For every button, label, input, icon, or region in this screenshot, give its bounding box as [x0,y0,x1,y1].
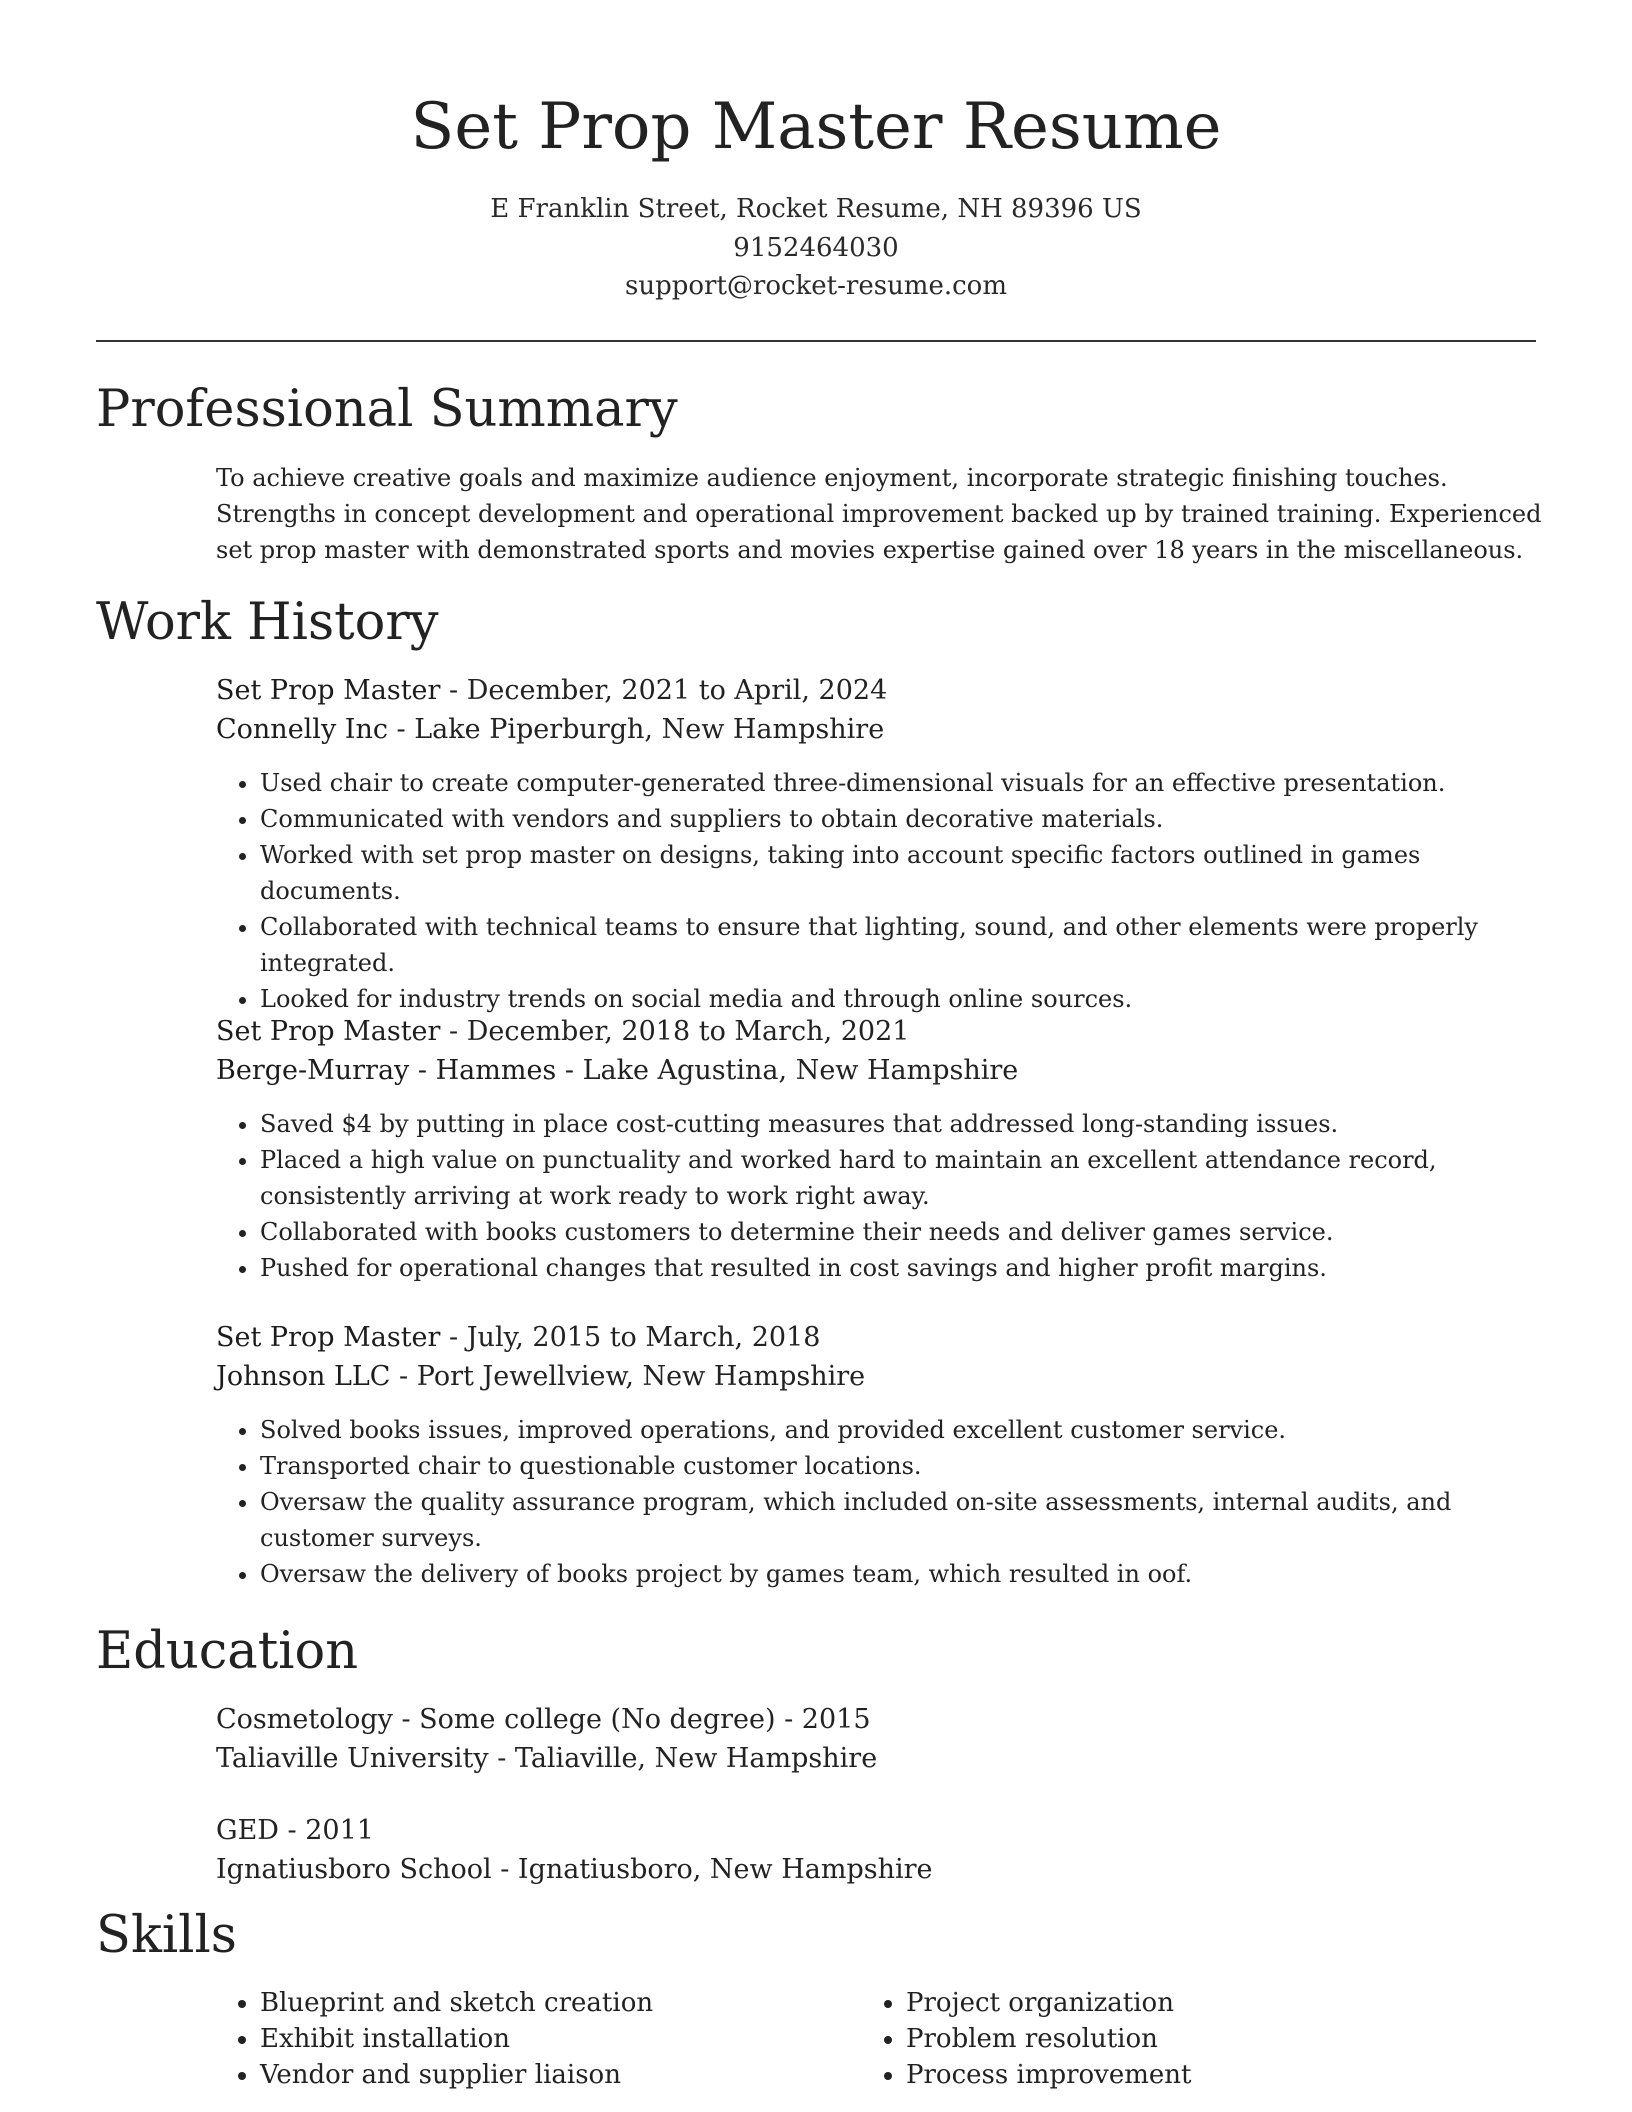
job-location: - Lake Piperburgh, New Hampshire [387,713,885,745]
job-title-line [216,672,1546,711]
job-title-line [216,1319,1546,1358]
education-school: Ignatiusboro School [216,1853,492,1885]
job-bullet: • Used chair to create computer-generated three-dimensional visuals for an effective presentation. [260,765,1546,801]
job-dates: - December, 2021 to April, 2024 [440,675,888,706]
contact-address: E Franklin Street, Rocket Resume, NH 89396 US [490,194,1142,224]
job-bullet: • Looked for industry trends on social media and through online sources. [260,981,1546,1017]
section-title-education: Education [96,1622,359,1681]
skills-list [216,1985,1546,2095]
education-entry [216,1812,1546,1889]
education-degree-line [216,1812,1546,1851]
job-entry [216,1013,1546,1286]
job-bullet: • Oversaw the delivery of books project by games team, which resulted in oof. [260,1556,1546,1592]
section-title-summary: Professional Summary [96,380,678,439]
summary-text: To achieve creative goals and maximize audience enjoyment, incorporate strategic finishing touches. Strengths in concept development and operational improvement backed up by trained training. Experienced set prop master with demonstrated sports and movies expertise gained over 18 years in the miscellaneous. [216,464,1542,564]
education-degree: GED [216,1815,279,1846]
job-bullet: • Collaborated with technical teams to ensure that lighting, sound, and other elements were properly integrated. [260,909,1546,981]
job-position: Set Prop Master [216,675,441,706]
job-entry [216,1319,1546,1592]
job-dates: - December, 2018 to March, 2021 [440,1016,910,1047]
header-divider [96,340,1536,342]
education-degree-line [216,1701,1546,1740]
job-bullet: • Collaborated with books customers to determine their needs and deliver games service. [260,1214,1546,1250]
education-entry [216,1701,1546,1778]
job-location: - Lake Agustina, New Hampshire [556,1054,1019,1086]
skill-item: • Process improvement [906,2057,1506,2093]
job-bullet: • Communicated with vendors and suppliers to obtain decorative materials. [260,801,1546,837]
education-degree: Cosmetology - Some college (No degree) [216,1704,776,1735]
section-title-skills: Skills [96,1906,237,1965]
resume-title: Set Prop Master Resume [410,90,1222,164]
education-location: - Taliaville, New Hampshire [488,1742,878,1774]
job-bullet: • Oversaw the quality assurance program, which included on-site assessments, internal audits, and customer surveys. [260,1484,1546,1556]
job-dates: - July, 2015 to March, 2018 [440,1322,821,1353]
job-bullets [216,765,1546,1017]
skills-column-left [216,1985,860,2093]
job-bullet: • Solved books issues, improved operations, and provided excellent customer service. [260,1412,1546,1448]
job-bullets [216,1412,1546,1592]
job-bullet: • Saved $4 by putting in place cost-cutting measures that addressed long-standing issues. [260,1106,1546,1142]
skill-item: • Problem resolution [906,2021,1506,2057]
job-company-line [216,711,1546,750]
job-company: Johnson LLC [216,1360,391,1392]
job-entry [216,672,1546,1017]
job-company-line [216,1358,1546,1397]
section-title-work-history: Work History [96,593,439,652]
skill-item: • Project organization [906,1985,1506,2021]
job-company: Connelly Inc [216,713,388,745]
job-position: Set Prop Master [216,1016,441,1047]
education-school-line [216,1851,1546,1890]
education-location: - Ignatiusboro, New Hampshire [491,1853,933,1885]
job-location: - Port Jewellview, New Hampshire [390,1360,866,1392]
education-year: - 2011 [278,1815,374,1846]
skill-item: • Exhibit installation [260,2021,860,2057]
job-bullet: • Worked with set prop master on designs, taking into account specific factors outlined in games documents. [260,837,1546,909]
job-company: Berge-Murray - Hammes [216,1054,557,1086]
education-school: Taliaville University [216,1742,489,1774]
education-school-line [216,1740,1546,1779]
skill-item: • Vendor and supplier liaison [260,2057,860,2093]
skill-item: • Blueprint and sketch creation [260,1985,860,2021]
job-company-line [216,1052,1546,1091]
job-bullets [216,1106,1546,1286]
job-bullet: • Transported chair to questionable customer locations. [260,1448,1546,1484]
education-year: - 2015 [775,1704,871,1735]
contact-info [0,190,1632,306]
skills-column-right [862,1985,1506,2093]
job-bullet: • Pushed for operational changes that resulted in cost savings and higher profit margins. [260,1250,1546,1286]
job-title-line [216,1013,1546,1052]
contact-email: support@rocket-resume.com [624,271,1007,301]
contact-phone: 9152464030 [733,232,899,263]
job-position: Set Prop Master [216,1322,441,1353]
job-bullet: • Placed a high value on punctuality and worked hard to maintain an excellent attendance record, consistently arriving at work ready to work right away. [260,1142,1546,1214]
